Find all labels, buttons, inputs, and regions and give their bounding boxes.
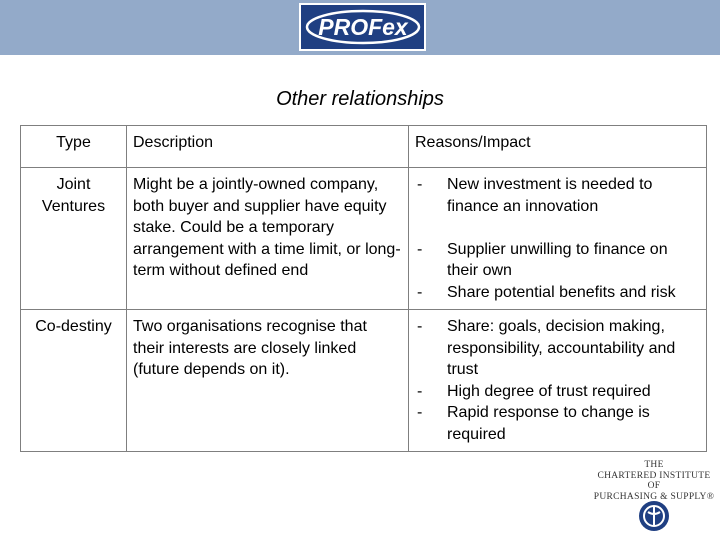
list-spacer	[415, 217, 700, 239]
header-reasons: Reasons/Impact	[409, 126, 707, 168]
bullet-dash: -	[417, 283, 423, 301]
list-item	[415, 239, 700, 282]
cips-line: PURCHASING & SUPPLY®	[593, 491, 715, 502]
reason-text: Share: goals, decision making, responsibility, accountability and trust	[447, 318, 676, 379]
list-item	[415, 402, 700, 445]
description-cell: Might be a jointly-owned company, both buyer and supplier have equity stake. Could be a temporary arrangement with a time limit, or long-term without defined end	[127, 168, 409, 310]
header-banner	[0, 0, 720, 55]
list-item	[415, 174, 700, 217]
profex-logo	[299, 3, 426, 51]
description-cell: Two organisations recognise that their interests are closely linked (future depends on it).	[127, 310, 409, 452]
header-description: Description	[127, 126, 409, 168]
cips-line: THE	[644, 460, 664, 470]
list-item	[415, 282, 700, 304]
list-item	[415, 316, 700, 381]
reasons-cell	[409, 168, 707, 310]
reason-text: New investment is needed to finance an innovation	[447, 176, 653, 215]
table-header-row	[21, 126, 707, 168]
profex-logo-text: PROFex	[317, 14, 408, 40]
type-cell	[21, 168, 127, 310]
cips-emblem-icon	[638, 500, 670, 532]
relationships-table	[20, 125, 707, 452]
reason-text: High degree of trust required	[447, 382, 651, 400]
bullet-dash: -	[417, 404, 423, 422]
reason-text: Supplier unwilling to finance on their own	[447, 240, 668, 280]
type-cell	[21, 310, 127, 452]
bullet-dash: -	[417, 382, 423, 400]
table-row	[21, 168, 707, 310]
cips-name	[593, 460, 715, 502]
bullet-dash: -	[417, 176, 423, 193]
reasons-list	[415, 316, 700, 446]
bullet-dash: -	[417, 318, 423, 335]
reasons-cell	[409, 310, 707, 452]
reason-text: Rapid response to change is required	[447, 404, 650, 443]
page-title: Other relationships	[276, 88, 444, 110]
type-text: Ventures	[41, 197, 106, 215]
type-text: Joint	[56, 176, 91, 193]
bullet-dash: -	[417, 240, 423, 258]
reasons-list	[415, 174, 700, 304]
cips-logo	[593, 460, 715, 538]
cips-line: CHARTERED INSTITUTE OF	[597, 470, 711, 491]
reason-text: Share potential benefits and risk	[447, 283, 676, 301]
profex-logo-mark	[304, 8, 422, 46]
header-type: Type	[21, 126, 127, 168]
list-item	[415, 381, 700, 403]
type-text: Co-destiny	[35, 318, 112, 335]
table-row	[21, 310, 707, 452]
